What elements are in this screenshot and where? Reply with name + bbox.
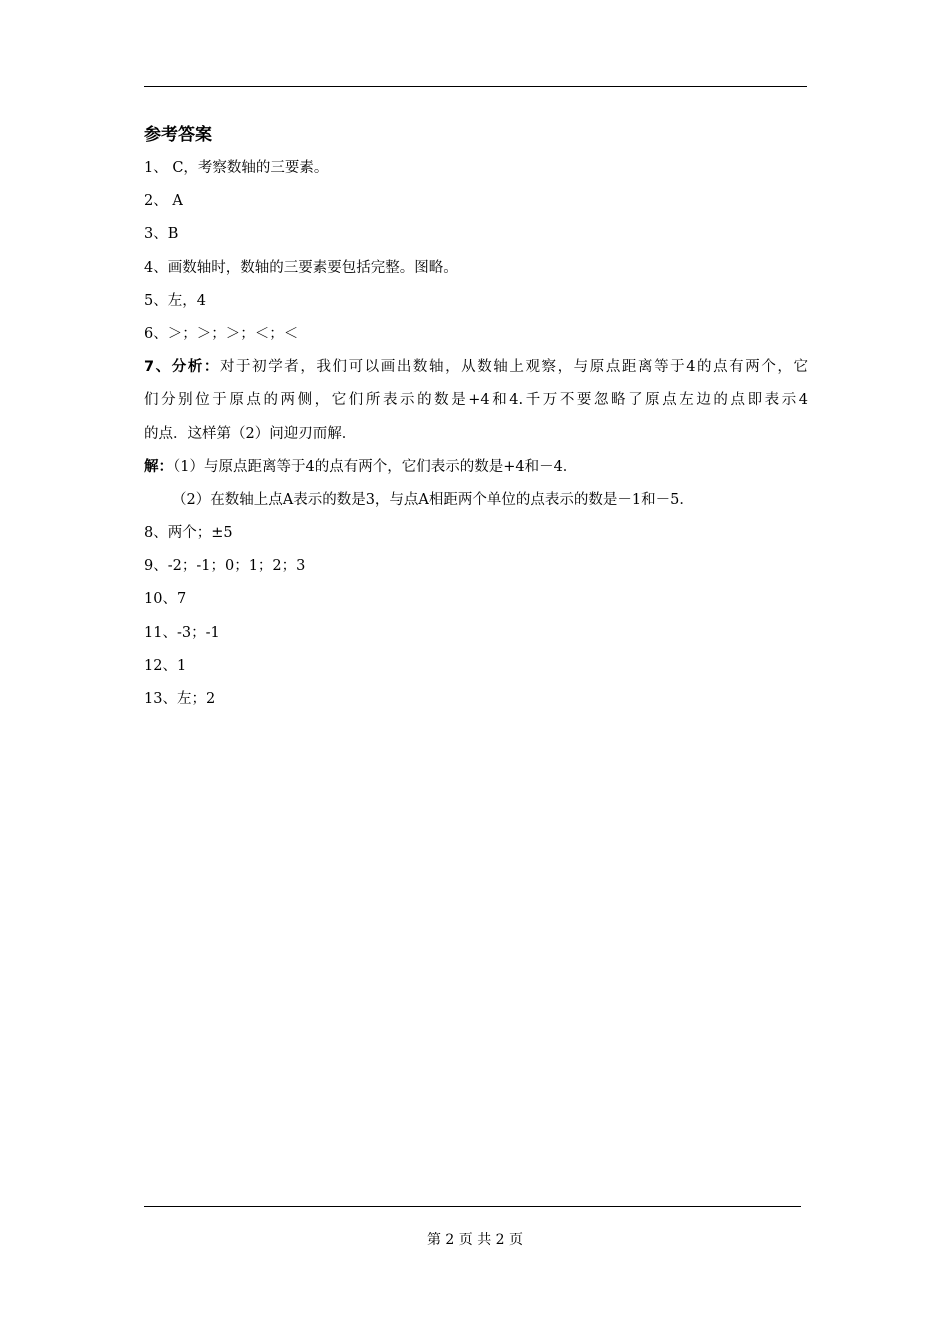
answer-3: 3、B xyxy=(144,226,179,243)
footer-rule xyxy=(144,1206,801,1207)
answer-7-solution-2: （2）在数轴上点A表示的数是3，与点A相距两个单位的点表示的数是－1和－5． xyxy=(172,491,694,508)
solution-label: 解： xyxy=(144,458,173,475)
answer-2: 2、 A xyxy=(144,193,183,210)
answer-12: 12、1 xyxy=(144,657,187,674)
answer-7-analysis-line-2: 们分别位于原点的两侧，它们所表示的数是+4和4.千万不要忽略了原点左边的点即表示4 xyxy=(144,392,808,409)
page-number: 第 2 页 共 2 页 xyxy=(426,1232,524,1248)
answer-7-analysis-line-1 xyxy=(144,351,808,384)
section-heading: 参考答案 xyxy=(144,125,212,145)
answer-8: 8、两个；±5 xyxy=(144,525,233,542)
solution-text-1: （1）与原点距离等于4的点有两个，它们表示的数是+4和－4． xyxy=(173,458,578,475)
answer-11: 11、-3；-1 xyxy=(144,624,220,641)
answer-section xyxy=(144,118,808,716)
analysis-label: 7、分析： xyxy=(144,359,220,376)
answer-10: 10、7 xyxy=(144,591,187,608)
answer-9: 9、-2；-1；0；1；2；3 xyxy=(144,558,306,575)
answer-4: 4、画数轴时，数轴的三要素要包括完整。图略。 xyxy=(144,259,458,276)
answer-5: 5、左，4 xyxy=(144,292,206,309)
answer-7-solution-1 xyxy=(144,451,808,484)
header-rule xyxy=(144,86,807,87)
answer-13: 13、左；2 xyxy=(144,691,216,707)
answer-7-analysis-line-3: 的点．这样第（2）问迎刃而解． xyxy=(144,425,357,442)
answer-1: 1、 C，考察数轴的三要素。 xyxy=(144,160,329,176)
analysis-text-1: 对于初学者，我们可以画出数轴，从数轴上观察，与原点距离等于4的点有两个，它 xyxy=(219,359,808,376)
answer-6: 6、＞；＞；＞；＜；＜ xyxy=(144,325,299,342)
